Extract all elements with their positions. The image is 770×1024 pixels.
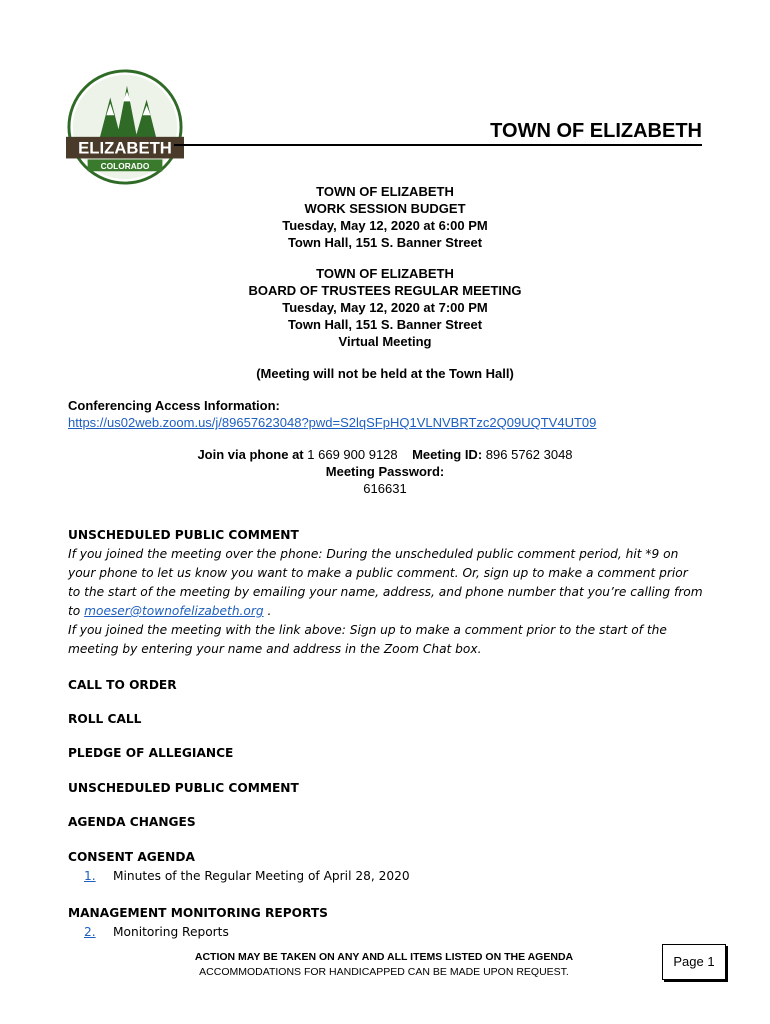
section-heading: UNSCHEDULED PUBLIC COMMENT <box>68 528 299 542</box>
unscheduled-instructions <box>68 545 708 659</box>
instruction-line: If you joined the meeting over the phone: During the unscheduled public comment period, hit *9 on <box>68 547 679 561</box>
item-1-text: Minutes of the Regular Meeting of April 28, 2020 <box>113 869 410 883</box>
agenda-call-to-order: CALL TO ORDER <box>68 678 177 692</box>
meeting-id-value: 896 5762 3048 <box>485 447 573 462</box>
instruction-line: If you joined the meeting with the link above: Sign up to make a comment prior to the start of the <box>68 623 667 637</box>
town-logo-icon <box>66 68 184 186</box>
conferencing-label: Conferencing Access Information: <box>68 398 280 413</box>
not-held-notice: (Meeting will not be held at the Town Hall) <box>256 366 514 381</box>
work-session-line: TOWN OF ELIZABETH <box>316 184 454 199</box>
footer-accommodations-note: ACCOMMODATIONS FOR HANDICAPPED CAN BE MADE UPON REQUEST. <box>199 966 569 978</box>
title-divider <box>174 144 702 146</box>
board-meeting-location: Town Hall, 151 S. Banner Street <box>287 317 483 332</box>
board-meeting-block <box>0 265 770 350</box>
board-meeting-date: Tuesday, May 12, 2020 at 7:00 PM <box>282 300 488 315</box>
item-2-link[interactable]: 2. <box>84 925 96 939</box>
agenda-consent: CONSENT AGENDA <box>68 850 195 864</box>
footer-action-note: ACTION MAY BE TAKEN ON ANY AND ALL ITEMS LISTED ON THE AGENDA <box>194 951 574 963</box>
board-meeting-line: BOARD OF TRUSTEES REGULAR MEETING <box>248 283 522 298</box>
work-session-location: Town Hall, 151 S. Banner Street <box>287 235 483 250</box>
conferencing-info <box>68 397 596 431</box>
instruction-line <box>68 602 708 621</box>
item-1-link[interactable]: 1. <box>84 869 96 883</box>
agenda-unscheduled-comment: UNSCHEDULED PUBLIC COMMENT <box>68 781 299 795</box>
email-link[interactable]: moeser@townofelizabeth.org <box>84 604 264 618</box>
work-session-date: Tuesday, May 12, 2020 at 6:00 PM <box>282 218 488 233</box>
instruction-line: your phone to let us know you want to make a public comment. Or, sign up to make a comment prior <box>68 566 688 580</box>
board-meeting-virtual: Virtual Meeting <box>338 334 432 349</box>
agenda-pledge: PLEDGE OF ALLEGIANCE <box>68 746 234 760</box>
page-title: TOWN OF ELIZABETH <box>490 120 702 142</box>
phone-info <box>0 446 770 497</box>
meeting-password-label: Meeting Password: <box>325 464 445 479</box>
unscheduled-comment-section <box>68 528 708 659</box>
agenda-sub-item <box>84 869 410 883</box>
item-2-text: Monitoring Reports <box>113 925 229 939</box>
agenda-management-reports: MANAGEMENT MONITORING REPORTS <box>68 906 328 920</box>
page-number: Page 1 <box>662 944 726 980</box>
agenda-changes: AGENDA CHANGES <box>68 815 196 829</box>
meeting-id-label: Meeting ID: <box>412 447 483 462</box>
agenda-sub-item <box>84 925 229 939</box>
logo-brand-text: ELIZABETH <box>78 138 172 158</box>
work-session-line: WORK SESSION BUDGET <box>304 201 466 216</box>
logo-sub-text: COLORADO <box>100 160 150 171</box>
work-session-block <box>0 183 770 251</box>
zoom-link[interactable]: https://us02web.zoom.us/j/89657623048?pwd=S2lqSFpHQ1VLNVBRTzc2Q09UQTV4UT09 <box>68 415 597 430</box>
instruction-line: meeting by entering your name and address in the Zoom Chat box. <box>68 642 482 656</box>
join-phone-number: 1 669 900 9128 <box>307 447 398 462</box>
instruction-line: to the start of the meeting by emailing your name, address, and phone number that you’re calling from <box>68 585 703 599</box>
agenda-roll-call: ROLL CALL <box>68 712 142 726</box>
footer <box>0 950 770 980</box>
instruction-text: to <box>68 604 81 618</box>
instruction-text: . <box>267 604 272 618</box>
board-meeting-line: TOWN OF ELIZABETH <box>316 266 454 281</box>
join-phone-label: Join via phone at <box>197 447 304 462</box>
meeting-password-value: 616631 <box>363 481 407 496</box>
